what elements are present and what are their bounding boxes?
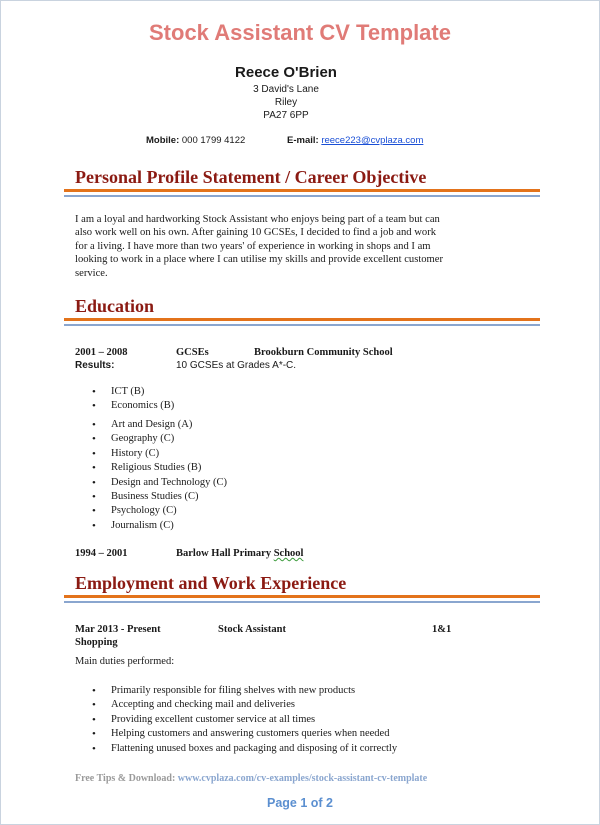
profile-line: service. [75, 267, 108, 279]
list-item: • Helping customers and answering customers queries when needed [92, 727, 397, 741]
profile-line: I am a loyal and hardworking Stock Assistant who enjoys being part of a team but can [75, 214, 440, 225]
list-item: • Economics (B) [92, 399, 174, 413]
address-line-1: 3 David's Lane [253, 84, 319, 95]
list-item: • Providing excellent customer service at all times [92, 713, 397, 727]
profile-heading: Personal Profile Statement / Career Objective [75, 167, 427, 187]
heading-rule-blue [64, 601, 540, 603]
email-contact [287, 135, 423, 146]
heading-rule-blue [64, 324, 540, 326]
employment-heading: Employment and Work Experience [75, 573, 347, 593]
mobile-contact [146, 135, 245, 146]
results-label: Results: [75, 360, 115, 371]
heading-rule-orange [64, 189, 540, 192]
list-item: • History (C) [92, 447, 227, 461]
list-item: • Geography (C) [92, 432, 227, 446]
list-item: • Flattening unused boxes and packaging and disposing of it correctly [92, 742, 397, 756]
footer-tips-label: Free Tips & Download: [75, 773, 176, 784]
job-company-line2: Shopping [75, 637, 118, 648]
page-number: Page 1 of 2 [267, 796, 333, 810]
address-line-2: Riley [274, 97, 298, 108]
subjects-list-a [92, 385, 174, 414]
edu2-dates: 1994 – 2001 [75, 548, 128, 559]
list-item: • Design and Technology (C) [92, 476, 227, 490]
edu1-dates: 2001 – 2008 [75, 347, 128, 358]
list-item: • Journalism (C) [92, 519, 227, 533]
job-company-line1: 1&1 [432, 624, 452, 635]
list-item: • Art and Design (A) [92, 418, 227, 432]
address-line-3: PA27 6PP [263, 110, 309, 121]
list-item: • Business Studies (C) [92, 490, 227, 504]
list-item: • Primarily responsible for filing shelves with new products [92, 684, 397, 698]
footer-tips [75, 773, 427, 784]
duties-label: Main duties performed: [75, 656, 175, 667]
list-item: • Accepting and checking mail and deliveries [92, 698, 397, 712]
list-item: • ICT (B) [92, 385, 174, 399]
results-value: 10 GCSEs at Grades A*-C. [176, 360, 297, 371]
education-heading: Education [75, 296, 155, 316]
edu1-qualification: GCSEs [176, 347, 209, 358]
footer-tips-url[interactable]: www.cvplaza.com/cv-examples/stock-assistant-cv-template [177, 773, 428, 784]
profile-line: looking to work in a place where I can utilise my skills and provide excellent customer [75, 254, 444, 266]
heading-rule-blue [64, 195, 540, 197]
job-role: Stock Assistant [218, 624, 286, 635]
heading-rule-orange [64, 595, 540, 598]
mobile-label: Mobile: [146, 135, 180, 146]
edu2-school-part1: Barlow Hall Primary [176, 548, 274, 559]
job-dates: Mar 2013 - Present [75, 624, 161, 635]
candidate-name: Reece O'Brien [235, 64, 337, 81]
edu2-school [176, 548, 303, 559]
edu2-school-part2: School [273, 548, 304, 559]
subjects-list-b [92, 418, 227, 533]
list-item: • Psychology (C) [92, 504, 227, 518]
email-label: E-mail: [287, 135, 319, 146]
list-item: • Religious Studies (B) [92, 461, 227, 475]
profile-line: for a living. I have more than two years' of experience in working in shops and I am [75, 240, 431, 252]
profile-statement [75, 213, 505, 280]
email-link[interactable]: reece223@cvplaza.com [321, 135, 424, 146]
heading-rule-orange [64, 318, 540, 321]
duties-list [92, 684, 397, 756]
document-title: Stock Assistant CV Template [149, 20, 451, 45]
profile-line: also work well on his own. After gaining 10 GCSEs, I decided to find a job and work [75, 227, 437, 239]
edu1-school: Brookburn Community School [254, 347, 393, 358]
mobile-number: 000 1799 4122 [181, 135, 246, 146]
